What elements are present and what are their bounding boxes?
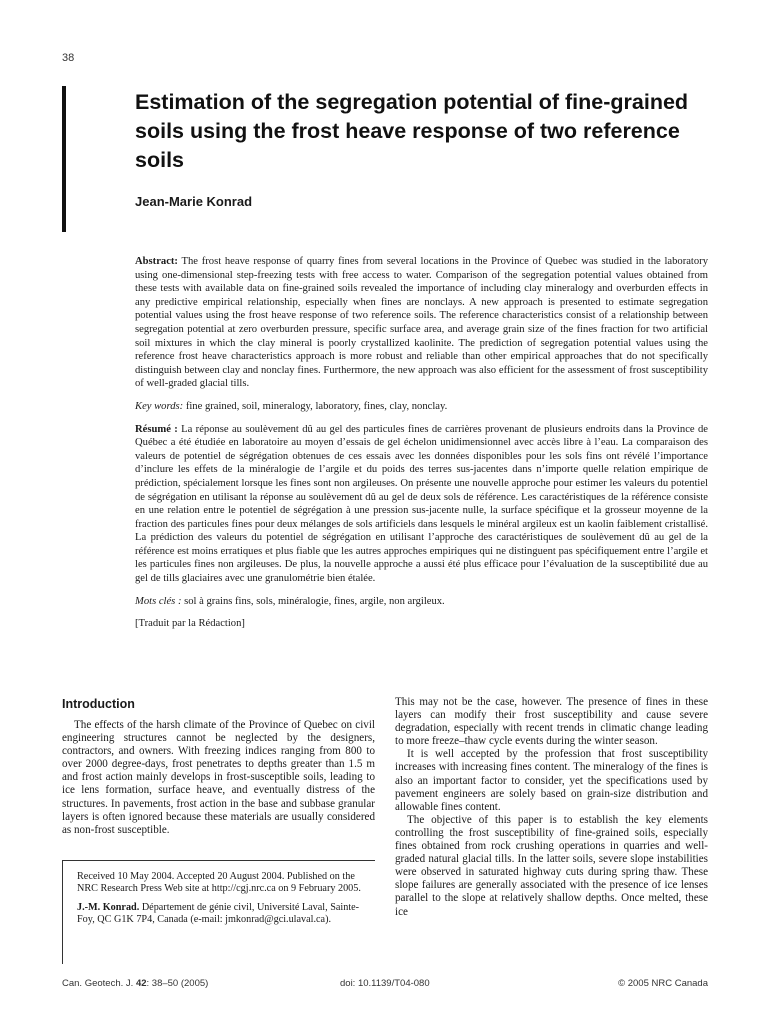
doi: doi: 10.1139/T04-080 <box>340 978 430 989</box>
right-column <box>395 696 708 919</box>
keywords-paragraph <box>135 400 708 414</box>
received-note: Received 10 May 2004. Accepted 20 August 2004. Published on the NRC Research Press Web site at http://cgj.nrc.ca on 9 February 2005. <box>77 871 361 895</box>
journal-citation <box>62 978 208 989</box>
abstract-text: The frost heave response of quarry fines from several locations in the Province of Quebec was studied in the laboratory using one-dimensional step-freezing tests with free access to water. Comparison of the segregation potential values obtained from these tests with available data on fine-grained soils revealed the importance of including clay mineralogy and overburden effects in any predictive empirical relationship, especially when fines are nonclays. A new approach is presented to estimate segregation potential values using the frost heave response of two reference soils. The reference characteristics consist of a relationship between segregation potential at zero overburden pressure, specific surface area, and average grain size of the fines fraction for two artificial soil mixtures in which the clay mineral is poorly crystallized kaolinite. The prediction of segregation potential values using the reference frost heave characteristics approach is more robust and reliable than other empirical approaches that do not specifically distinguish between clay and nonclay fines. Furthermore, the new approach was also efficient for the assessment of frost susceptibility of well-graded glacial tills. <box>135 256 708 390</box>
resume-label: Résumé : <box>135 423 178 435</box>
introduction-heading: Introduction <box>62 697 135 711</box>
mots-cles-label: Mots clés : <box>135 595 182 607</box>
translation-note: [Traduit par la Rédaction] <box>135 618 245 630</box>
keywords-text: fine grained, soil, mineralogy, laboratory, fines, clay, nonclay. <box>183 400 448 412</box>
keywords-label: Key words: <box>135 400 184 412</box>
journal-name: Can. Geotech. J. <box>62 978 136 989</box>
author-affiliation-note <box>77 902 369 927</box>
article-title: Estimation of the segregation potential of fine-grained soils using the frost heave response of two reference soils <box>135 90 689 172</box>
author-name: Jean-Marie Konrad <box>135 194 253 209</box>
introduction-paragraph: The objective of this paper is to establish the key elements controlling the frost susceptibility of fine-grained soils, especially fines obtained from rock crushing operations in quarries and well-graded natural glacial tills. In the latter soils, severe slope instabilities were observed in saturated highway cuts during spring thaw. These slope failures are generally associated with the presence of ice lenses parallel to the slope at relatively shallow depths. Once melted, these ice <box>395 813 708 918</box>
left-column <box>62 696 375 837</box>
abstract-paragraph <box>135 255 708 391</box>
mots-cles-paragraph <box>135 595 708 609</box>
abstract-label: Abstract: <box>135 256 178 267</box>
journal-pages: : 38–50 (2005) <box>146 978 209 989</box>
affiliation-author-name: J.-M. Konrad. <box>77 901 140 913</box>
introduction-paragraph: The effects of the harsh climate of the Province of Quebec on civil engineering structures cannot be neglected by the designers, contractors, and owners. With freezing indices ranging from 800 to over 2000 degree-days, frost penetrates to depths greater than 1.5 m and frost action mainly develops in frost-susceptible soils, leading to ice lens formation, surface heave, and eventually distress of the structures. In pavements, frost action in the base and subbase granular layers is often ignored because these materials are usually considered as non-frost susceptible. <box>62 719 375 836</box>
abstract-block <box>135 255 708 640</box>
footnote-box <box>62 860 375 964</box>
introduction-paragraph: It is well accepted by the profession that frost susceptibility increases with increasing fines content. The mineralogy of the fines is also an important factor to consider, yet the specifications used by pavement engineers are solely based on grain-size distribution and allowable fines content. <box>395 748 708 813</box>
copyright: © 2005 NRC Canada <box>618 978 708 989</box>
mots-cles-text: sol à grains fins, sols, minéralogie, fines, argile, non argileux. <box>181 595 445 607</box>
resume-paragraph <box>135 423 708 586</box>
page-footer <box>62 978 708 992</box>
journal-volume: 42 <box>135 978 147 989</box>
affiliation-text: Département de génie civil, Université Laval, Sainte-Foy, QC G1K 7P4, Canada (e-mail: jmkonrad@gci.ulaval.ca). <box>77 901 360 926</box>
title-rule <box>62 86 66 232</box>
page-number: 38 <box>62 52 75 64</box>
introduction-paragraph-continued: This may not be the case, however. The presence of fines in these layers can modify their frost susceptibility and cause severe degradation, especially with recent trends in climatic change leading to more freeze–thaw cycle events during the winter season. <box>395 696 708 748</box>
resume-text: La réponse au soulèvement dû au gel des particules fines de carrières provenant de plusieurs endroits dans la Province de Québec a été étudiée en laboratoire au moyen d’essais de gel échelon unidimensionnel avec accès libre à l’eau. La comparaison des valeurs de potentiel de ségrégation obtenues de ces essais avec les données disponibles pour les sols fins ont révélé l’importance d’inclure les effets de la minéralogie de l’argile et du poids des terres sus-jacentes dans n’importe quelle relation empirique de prédiction, spécialement lorsque les fines sont non argileuses. On présente une nouvelle approche pour estimer les valeurs du potentiel de ségrégation en utilisant la réponse au soulèvement dû au gel de deux sols de référence. Les caractéristiques de la référence consiste en une relation entre le potentiel de ségrégation à une pression sus-jacente nulle, la surface spécifique et la grosseur moyenne de la fraction des particules fines pour deux mélanges de sols artificiels dans lesquels le minéral argileux est un kaolin faiblement cristallisé. La prédiction des valeurs du potentiel de ségrégation en utilisant l’approche des caractéristiques de soulèvement dû au gel de la référence est moins erratiques et plus fiable que les autres approches empiriques qui ne distinguent pas spécifiquement entre l’argile et les particules fines non argileuses. De plus, la nouvelle approche a aussi été plus efficace pour l’évaluation de la susceptibilité due au gel de tills glaciaires avec une granulométrie bien étalée. <box>135 423 708 585</box>
